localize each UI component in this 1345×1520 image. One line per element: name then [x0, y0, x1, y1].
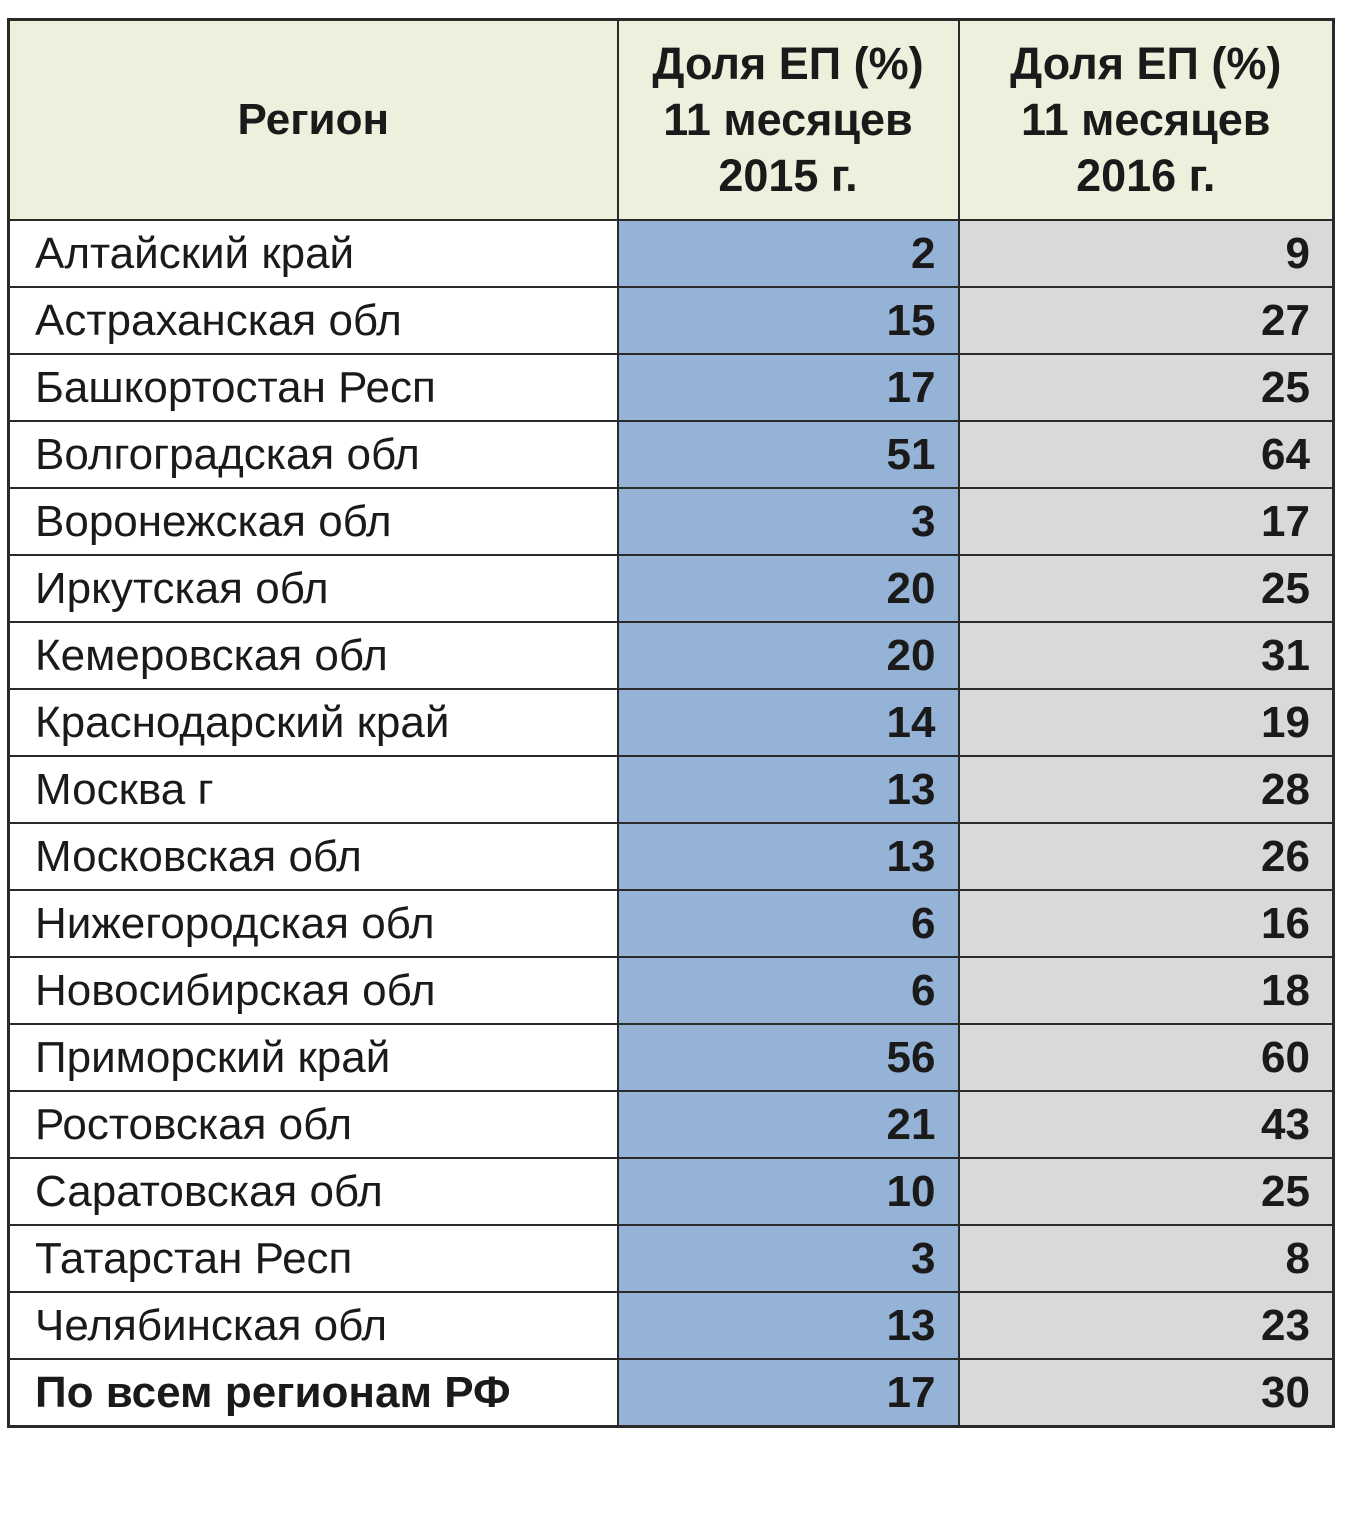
header-2016-line-1: Доля ЕП (%) — [1010, 38, 1282, 89]
total-2015-cell: 17 — [618, 1359, 959, 1427]
value-2016-cell: 23 — [959, 1292, 1334, 1359]
table-row — [9, 689, 1334, 756]
table-row — [9, 957, 1334, 1024]
value-2016-cell: 26 — [959, 823, 1334, 890]
header-row — [9, 20, 1334, 221]
table-row — [9, 354, 1334, 421]
value-2016-cell: 31 — [959, 622, 1334, 689]
value-2015-cell: 20 — [618, 555, 959, 622]
total-row — [9, 1359, 1334, 1427]
region-cell: Алтайский край — [9, 220, 618, 287]
table-body — [9, 220, 1334, 1427]
table-row — [9, 421, 1334, 488]
value-2016-cell: 43 — [959, 1091, 1334, 1158]
region-cell: Краснодарский край — [9, 689, 618, 756]
region-cell: Татарстан Респ — [9, 1225, 618, 1292]
region-cell: Новосибирская обл — [9, 957, 618, 1024]
value-2015-cell: 2 — [618, 220, 959, 287]
table-row — [9, 555, 1334, 622]
value-2015-cell: 6 — [618, 957, 959, 1024]
header-2015 — [618, 20, 959, 221]
header-2016-line-2: 11 месяцев — [1021, 94, 1271, 145]
value-2015-cell: 21 — [618, 1091, 959, 1158]
value-2015-cell: 10 — [618, 1158, 959, 1225]
total-region-cell: По всем регионам РФ — [9, 1359, 618, 1427]
region-cell: Москва г — [9, 756, 618, 823]
value-2016-cell: 27 — [959, 287, 1334, 354]
ep-share-table — [7, 18, 1335, 1428]
value-2015-cell: 13 — [618, 823, 959, 890]
header-2016 — [959, 20, 1334, 221]
table-row — [9, 890, 1334, 957]
table-row — [9, 287, 1334, 354]
value-2016-cell: 25 — [959, 555, 1334, 622]
value-2016-cell: 28 — [959, 756, 1334, 823]
header-2015-line-2: 11 месяцев — [663, 94, 913, 145]
value-2016-cell: 9 — [959, 220, 1334, 287]
region-cell: Башкортостан Респ — [9, 354, 618, 421]
header-region: Регион — [9, 20, 618, 221]
value-2016-cell: 25 — [959, 1158, 1334, 1225]
table-container — [7, 18, 1332, 1428]
table-header — [9, 20, 1334, 221]
table-row — [9, 1024, 1334, 1091]
region-cell: Саратовская обл — [9, 1158, 618, 1225]
value-2015-cell: 3 — [618, 488, 959, 555]
value-2015-cell: 13 — [618, 1292, 959, 1359]
header-2015-line-3: 2015 г. — [718, 150, 858, 201]
table-row — [9, 1292, 1334, 1359]
table-row — [9, 622, 1334, 689]
value-2015-cell: 17 — [618, 354, 959, 421]
value-2015-cell: 13 — [618, 756, 959, 823]
region-cell: Приморский край — [9, 1024, 618, 1091]
value-2016-cell: 16 — [959, 890, 1334, 957]
total-2016-cell: 30 — [959, 1359, 1334, 1427]
region-cell: Кемеровская обл — [9, 622, 618, 689]
region-cell: Ростовская обл — [9, 1091, 618, 1158]
region-cell: Иркутская обл — [9, 555, 618, 622]
region-cell: Челябинская обл — [9, 1292, 618, 1359]
value-2016-cell: 17 — [959, 488, 1334, 555]
table-row — [9, 1158, 1334, 1225]
value-2015-cell: 20 — [618, 622, 959, 689]
table-row — [9, 823, 1334, 890]
region-cell: Нижегородская обл — [9, 890, 618, 957]
value-2015-cell: 15 — [618, 287, 959, 354]
value-2015-cell: 14 — [618, 689, 959, 756]
value-2016-cell: 19 — [959, 689, 1334, 756]
value-2016-cell: 25 — [959, 354, 1334, 421]
value-2016-cell: 64 — [959, 421, 1334, 488]
table-row — [9, 756, 1334, 823]
value-2016-cell: 60 — [959, 1024, 1334, 1091]
header-2015-line-1: Доля ЕП (%) — [652, 38, 924, 89]
value-2016-cell: 8 — [959, 1225, 1334, 1292]
region-cell: Московская обл — [9, 823, 618, 890]
value-2016-cell: 18 — [959, 957, 1334, 1024]
region-cell: Волгоградская обл — [9, 421, 618, 488]
table-row — [9, 1091, 1334, 1158]
value-2015-cell: 6 — [618, 890, 959, 957]
table-row — [9, 220, 1334, 287]
table-row — [9, 1225, 1334, 1292]
header-2016-line-3: 2016 г. — [1076, 150, 1216, 201]
value-2015-cell: 3 — [618, 1225, 959, 1292]
table-row — [9, 488, 1334, 555]
value-2015-cell: 51 — [618, 421, 959, 488]
region-cell: Воронежская обл — [9, 488, 618, 555]
value-2015-cell: 56 — [618, 1024, 959, 1091]
region-cell: Астраханская обл — [9, 287, 618, 354]
